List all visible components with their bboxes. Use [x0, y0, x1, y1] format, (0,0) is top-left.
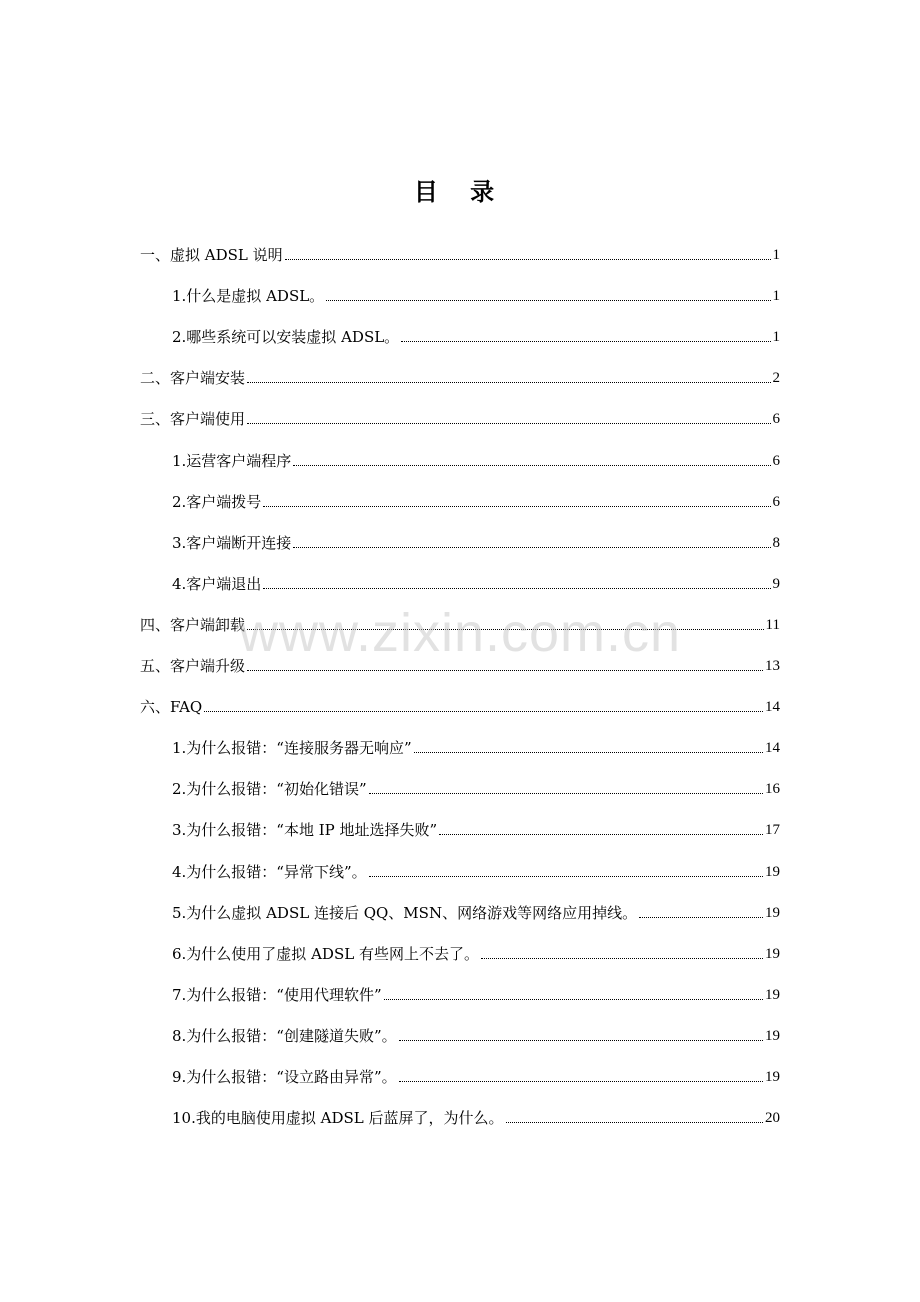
toc-entry-page-number: 20: [765, 1110, 780, 1127]
toc-entry[interactable]: [140, 633, 780, 674]
toc-dot-leader: [247, 382, 770, 383]
toc-entry-page-number: 1: [772, 288, 780, 305]
toc-entry-title: 五、客户端升级: [140, 657, 246, 676]
toc-entry-title: 三、客户端使用: [140, 410, 246, 429]
toc-entry[interactable]: [140, 510, 780, 551]
toc-entry-page-number: 19: [765, 945, 780, 962]
table-of-contents: [140, 222, 780, 1126]
toc-entry[interactable]: [140, 1085, 780, 1126]
toc-dot-leader: [263, 588, 770, 589]
toc-entry[interactable]: [140, 880, 780, 921]
toc-entry-page-number: 6: [772, 452, 780, 469]
toc-entry-page-number: 1: [772, 247, 780, 264]
toc-dot-leader: [414, 752, 763, 753]
toc-entry-page-number: 14: [765, 740, 780, 757]
toc-entry[interactable]: [140, 551, 780, 592]
toc-entry-page-number: 6: [772, 411, 780, 428]
toc-entry-page-number: 8: [772, 534, 780, 551]
toc-dot-leader: [399, 1081, 763, 1082]
toc-entry-title: 1.运营客户端程序: [172, 451, 292, 470]
toc-entry-title: 4.客户端退出: [172, 574, 262, 593]
toc-dot-leader: [399, 1040, 763, 1041]
toc-entry-title: 7.为什么报错：“使用代理软件”: [172, 985, 382, 1004]
toc-dot-leader: [263, 506, 770, 507]
toc-entry[interactable]: [140, 674, 780, 715]
toc-dot-leader: [481, 958, 763, 959]
toc-entry-title: 3.为什么报错：“本地 IP 地址选择失败”: [172, 821, 438, 840]
toc-entry[interactable]: [140, 1003, 780, 1044]
toc-dot-leader: [247, 629, 764, 630]
toc-entry-title: 1.为什么报错：“连接服务器无响应”: [172, 739, 412, 758]
toc-entry-title: 四、客户端卸载: [140, 615, 246, 634]
toc-entry-title: 8.为什么报错：“创建隧道失败”。: [172, 1026, 397, 1045]
toc-dot-leader: [247, 423, 770, 424]
toc-entry[interactable]: [140, 469, 780, 510]
toc-entry-title: 六、FAQ: [140, 698, 203, 717]
toc-dot-leader: [369, 793, 763, 794]
toc-entry-page-number: 19: [765, 863, 780, 880]
toc-entry[interactable]: [140, 304, 780, 345]
toc-entry[interactable]: [140, 756, 780, 797]
toc-dot-leader: [369, 876, 763, 877]
toc-dot-leader: [204, 711, 763, 712]
toc-entry-title: 6.为什么使用了虚拟 ADSL 有些网上不去了。: [172, 944, 479, 963]
toc-dot-leader: [401, 341, 770, 342]
toc-entry[interactable]: [140, 263, 780, 304]
toc-dot-leader: [439, 834, 763, 835]
toc-dot-leader: [384, 999, 763, 1000]
toc-entry-page-number: 2: [772, 370, 780, 387]
page-title: 目 录: [413, 177, 507, 206]
toc-entry-title: 二、客户端安装: [140, 369, 246, 388]
toc-entry-page-number: 11: [765, 616, 780, 633]
toc-dot-leader: [285, 259, 771, 260]
toc-entry-title: 2.为什么报错：“初始化错误”: [172, 780, 367, 799]
toc-entry-title: 3.客户端断开连接: [172, 533, 292, 552]
toc-entry-page-number: 19: [765, 1027, 780, 1044]
toc-entry[interactable]: [140, 386, 780, 427]
toc-dot-leader: [293, 465, 770, 466]
toc-entry-page-number: 1: [772, 329, 780, 346]
toc-entry[interactable]: [140, 797, 780, 838]
toc-entry-page-number: 14: [765, 699, 780, 716]
toc-entry-page-number: 19: [765, 904, 780, 921]
toc-entry-page-number: 19: [765, 986, 780, 1003]
toc-entry-title: 9.为什么报错：“设立路由异常”。: [172, 1067, 397, 1086]
toc-entry-page-number: 16: [765, 781, 780, 798]
toc-entry[interactable]: [140, 715, 780, 756]
toc-dot-leader: [293, 547, 770, 548]
toc-entry-title: 2.哪些系统可以安装虚拟 ADSL。: [172, 328, 400, 347]
toc-entry[interactable]: [140, 962, 780, 1003]
toc-entry[interactable]: [140, 345, 780, 386]
toc-entry-title: 10.我的电脑使用虚拟 ADSL 后蓝屏了，为什么。: [172, 1109, 504, 1128]
toc-entry[interactable]: [140, 838, 780, 879]
toc-entry-title: 1.什么是虚拟 ADSL。: [172, 287, 325, 306]
watermark: www.zixin.com.cn: [238, 603, 682, 663]
toc-entry[interactable]: [140, 1044, 780, 1085]
toc-dot-leader: [506, 1122, 764, 1123]
toc-entry-title: 4.为什么报错：“异常下线”。: [172, 862, 367, 881]
toc-entry-title: 2.客户端拨号: [172, 492, 262, 511]
toc-entry[interactable]: [140, 222, 780, 263]
toc-dot-leader: [639, 917, 763, 918]
toc-entry-page-number: 17: [765, 822, 780, 839]
toc-entry-title: 一、虚拟 ADSL 说明: [140, 246, 283, 265]
toc-dot-leader: [326, 300, 770, 301]
toc-entry-title: 5.为什么虚拟 ADSL 连接后 QQ、MSN、网络游戏等网络应用掉线。: [172, 903, 638, 922]
toc-entry-page-number: 9: [772, 575, 780, 592]
toc-entry[interactable]: [140, 427, 780, 468]
toc-dot-leader: [247, 670, 763, 671]
toc-entry-page-number: 6: [772, 493, 780, 510]
toc-entry-page-number: 13: [765, 658, 780, 675]
toc-entry-page-number: 19: [765, 1068, 780, 1085]
toc-entry[interactable]: [140, 592, 780, 633]
toc-entry[interactable]: [140, 921, 780, 962]
